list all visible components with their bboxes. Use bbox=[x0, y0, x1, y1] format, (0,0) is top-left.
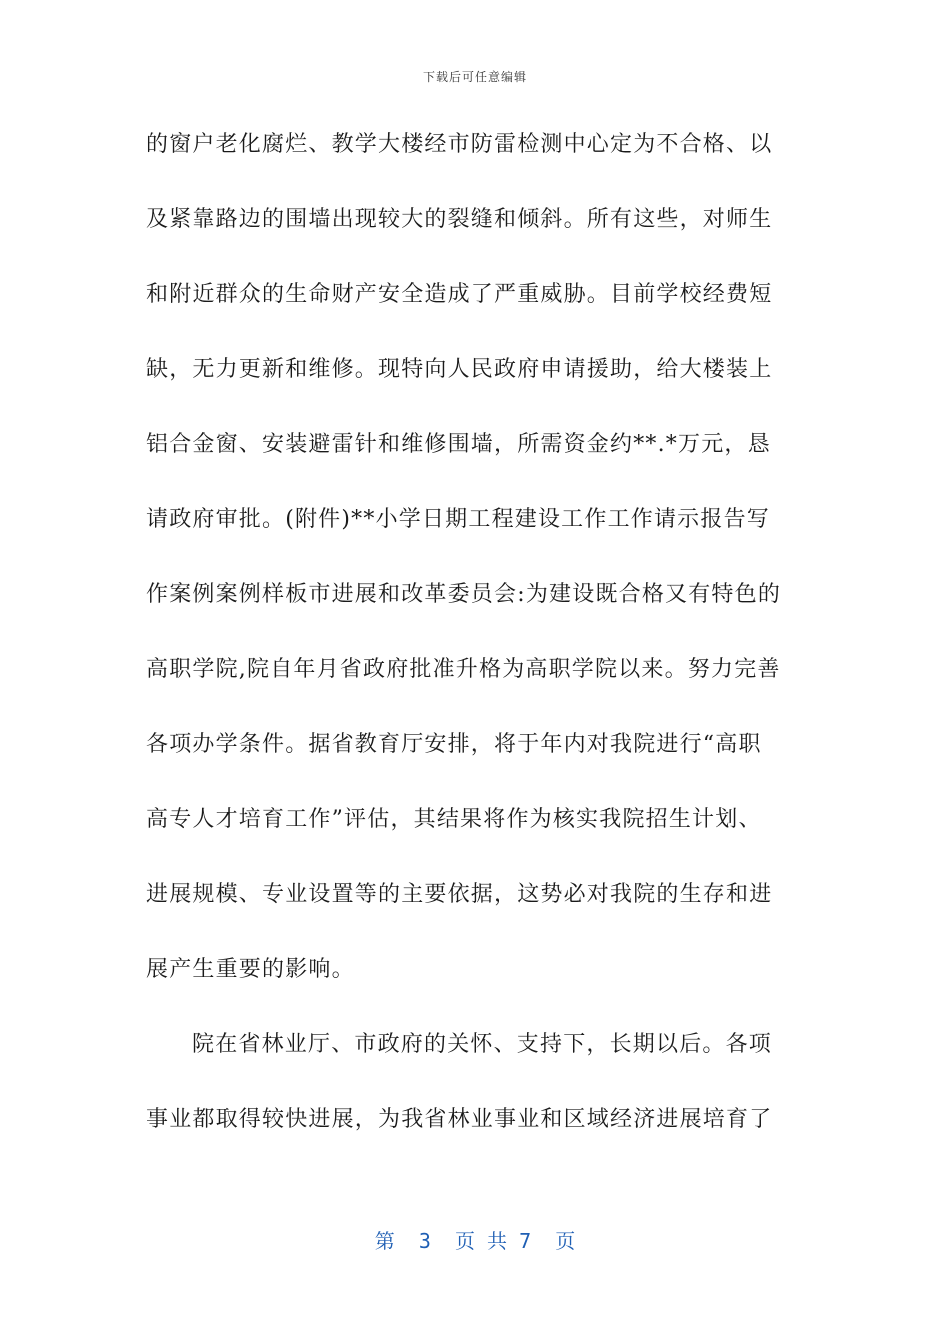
text-line-14: 事业都取得较快进展，为我省林业事业和区域经济进展培育了 bbox=[146, 1107, 773, 1132]
text-line-13: 院在省林业厅、市政府的关怀、支持下，长期以后。各项 bbox=[192, 1032, 773, 1057]
text-line-9: 各项办学条件。据省教育厅安排，将于年内对我院进行“高职 bbox=[146, 732, 762, 757]
document-body bbox=[146, 121, 806, 1171]
text-line-10: 高专人才培育工作”评估，其结果将作为核实我院招生计划、 bbox=[146, 807, 762, 832]
text-line-2: 及紧靠路边的围墙出现较大的裂缝和倾斜。所有这些，对师生 bbox=[146, 207, 773, 232]
text-line-5: 铝合金窗、安装避雷针和维修围墙，所需资金约**.*万元，恳 bbox=[146, 432, 771, 457]
text-line-1: 的窗户老化腐烂、教学大楼经市防雷检测中心定为不合格、以 bbox=[146, 132, 773, 157]
text-line-11: 进展规模、专业设置等的主要依据，这势必对我院的生存和进 bbox=[146, 882, 773, 907]
text-line-6: 请政府审批。(附件)**小学日期工程建设工作工作请示报告写 bbox=[146, 507, 770, 532]
text-line-8: 高职学院,院自年月省政府批准升格为高职学院以来。努力完善 bbox=[146, 657, 781, 682]
download-note: 下载后可任意编辑 bbox=[422, 70, 527, 84]
text-line-3: 和附近群众的生命财产安全造成了严重威胁。目前学校经费短 bbox=[146, 282, 773, 307]
text-line-12: 展产生重要的影响。 bbox=[146, 957, 355, 982]
text-line-4: 缺，无力更新和维修。现特向人民政府申请援助，给大楼装上 bbox=[146, 357, 773, 382]
page-number: 第 3 页 共 7 页 bbox=[374, 1229, 576, 1253]
text-line-7: 作案例案例样板市进展和改革委员会:为建设既合格又有特色的 bbox=[146, 582, 782, 607]
